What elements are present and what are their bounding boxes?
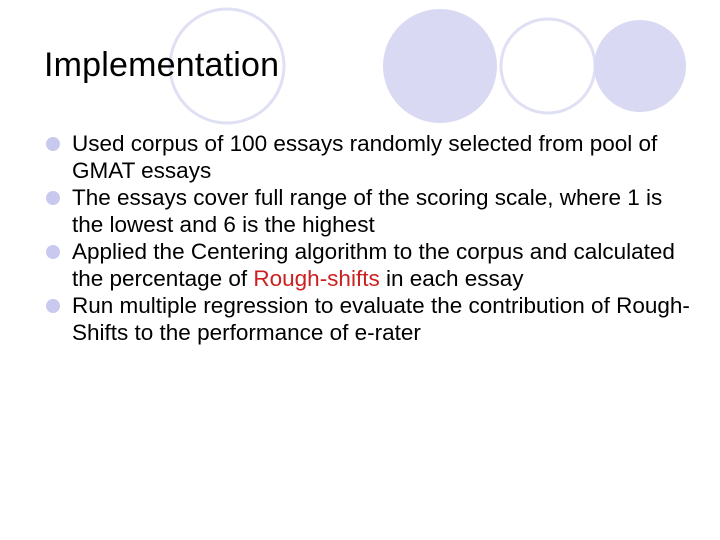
deco-circle-outline-2 — [501, 19, 595, 113]
bullet-list — [44, 130, 694, 346]
deco-circle-filled-2 — [594, 20, 686, 112]
bullet-dot-icon — [46, 245, 60, 259]
bullet-text: The essays cover full range of the scoring scale, where 1 is the lowest and 6 is the highest — [72, 185, 663, 237]
bullet-dot-icon — [46, 191, 60, 205]
slide-title: Implementation — [44, 46, 280, 84]
bullet-dot-icon — [46, 137, 60, 151]
bullet-item — [44, 292, 694, 346]
highlighted-term: Rough-shifts — [253, 266, 380, 291]
bullet-text: Used corpus of 100 essays randomly selected from pool of GMAT essays — [72, 131, 658, 183]
deco-circle-filled-1 — [383, 9, 497, 123]
bullet-text: in each essay — [379, 266, 524, 291]
bullet-item — [44, 238, 694, 292]
bullet-dot-icon — [46, 299, 60, 313]
bullet-item — [44, 130, 694, 184]
bullet-text: Run multiple regression to evaluate the contribution of Rough-Shifts to the performance of e-rater — [72, 293, 690, 345]
bullet-text: Applied the Centering algorithm to the corpus and calculated the percentage of — [72, 239, 675, 291]
bullet-item — [44, 184, 694, 238]
